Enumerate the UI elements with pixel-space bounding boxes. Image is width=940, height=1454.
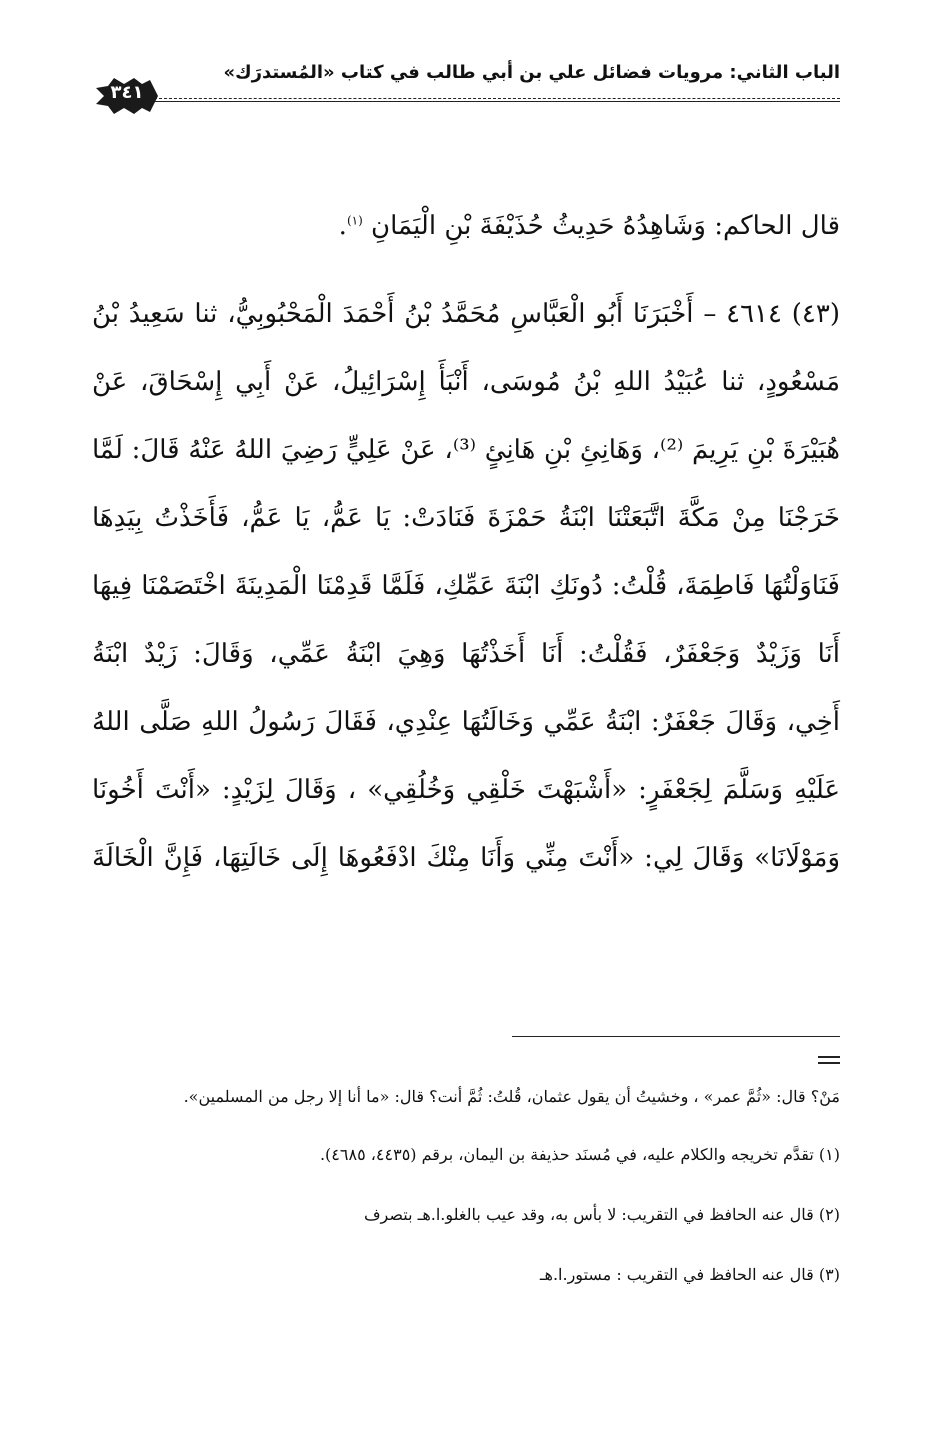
intro-paragraph: [92, 192, 840, 260]
hadith-line: فَنَاوَلْتُهَا فَاطِمَةَ، قُلْتُ: دُونَكِ ابْنَةَ عَمِّكِ، فَلَمَّا قَدِمْنَا الْمَدِينَةَ اخْتَصَمْنَا فِيهَا: [92, 571, 840, 601]
footnote-ref: (١): [346, 213, 363, 228]
hadith-line: عَلَيْهِ وَسَلَّمَ لِجَعْفَرٍ: «أَشْبَهْتَ خَلْقِي وَخُلُقِي» ، وَقَالَ لِزَيْدٍ: «أَنْتَ أَخُونَا: [92, 775, 840, 805]
hadith-line: أَنَا وَزَيْدٌ وَجَعْفَرٌ، فَقُلْتُ: أَنَا أَخَذْتُهَا وَهِيَ ابْنَةُ عَمِّي، وَقَالَ: زَيْدٌ ابْنَةُ: [92, 639, 840, 669]
footnote-continuation: مَنْ؟ قال: «ثُمَّ عمر» ، وخشيتُ أن يقول عثمان، قُلتُ: ثُمَّ أنت؟ قال: «ما أنا إلا رجل من المسلمين».: [183, 1087, 840, 1106]
intro-end: .: [338, 211, 347, 241]
page-number-badge: [94, 76, 160, 116]
hadith-line: وَمَوْلَانَا» وَقَالَ لِي: «أَنْتَ مِنِّي وَأَنَا مِنْكَ ادْفَعُوهَا إِلَى خَالَتِهَا، فَإِنَّ الْخَالَةَ: [92, 843, 840, 873]
header-rule: [154, 98, 840, 102]
footnote-1: (١) تقدَّم تخريجه والكلام عليه، في مُسنَد حذيفة بن اليمان، برقم (٤٤٣٥، ٤٦٨٥).: [319, 1145, 840, 1164]
page-number: ٣٤١: [110, 82, 144, 103]
footnote-3: (٣) قال عنه الحافظ في التقريب : مستور.ا.هـ: [539, 1265, 840, 1284]
continuation-mark: [818, 1056, 840, 1068]
hadith-line: هُبَيْرَةَ بْنِ يَرِيمَ ⁽²⁾، وَهَانِئِ بْنِ هَانِئٍ ⁽³⁾، عَنْ عَلِيٍّ رَضِيَ اللهُ عَنْهُ قَالَ: لَمَّا: [92, 435, 840, 465]
footnote-2: (٢) قال عنه الحافظ في التقريب: لا بأس به، وقد عيب بالغلو.ا.هـ بتصرف: [363, 1205, 840, 1224]
intro-text: قال الحاكم: وَشَاهِدُهُ حَدِيثُ حُذَيْفَةَ بْنِ الْيَمَانِ: [371, 211, 840, 241]
hadith-line: مَسْعُودٍ، ثنا عُبَيْدُ اللهِ بْنُ مُوسَى، أَنْبَأَ إِسْرَائِيلُ، عَنْ أَبِي إِسْحَاقَ، عَنْ: [92, 367, 841, 397]
main-text: [92, 192, 840, 892]
footnotes: [92, 1080, 840, 1318]
hadith-line: خَرَجْنَا مِنْ مَكَّةَ اتَّبَعَتْنَا ابْنَةُ حَمْزَةَ فَنَادَتْ: يَا عَمُّ، يَا عَمُّ، فَأَخَذْتُ بِيَدِهَا: [92, 503, 840, 533]
page-header: [84, 54, 840, 110]
chapter-title: الباب الثاني: مرويات فضائل علي بن أبي طالب في كتاب «المُستدرَك»: [223, 62, 840, 83]
hadith-line: أَخِي، وَقَالَ جَعْفَرٌ: ابْنَةُ عَمِّي وَخَالَتُهَا عِنْدِي، فَقَالَ رَسُولُ اللهِ صَلَّى اللهُ: [92, 707, 840, 737]
hadith-line: (٤٣) ٤٦١٤ – أَخْبَرَنَا أَبُو الْعَبَّاسِ مُحَمَّدُ بْنُ أَحْمَدَ الْمَحْبُوبِيُّ، ثنا سَعِيدُ بْنُ: [92, 299, 840, 329]
hadith-paragraph: [92, 280, 840, 892]
footnote-divider: [512, 1036, 840, 1037]
